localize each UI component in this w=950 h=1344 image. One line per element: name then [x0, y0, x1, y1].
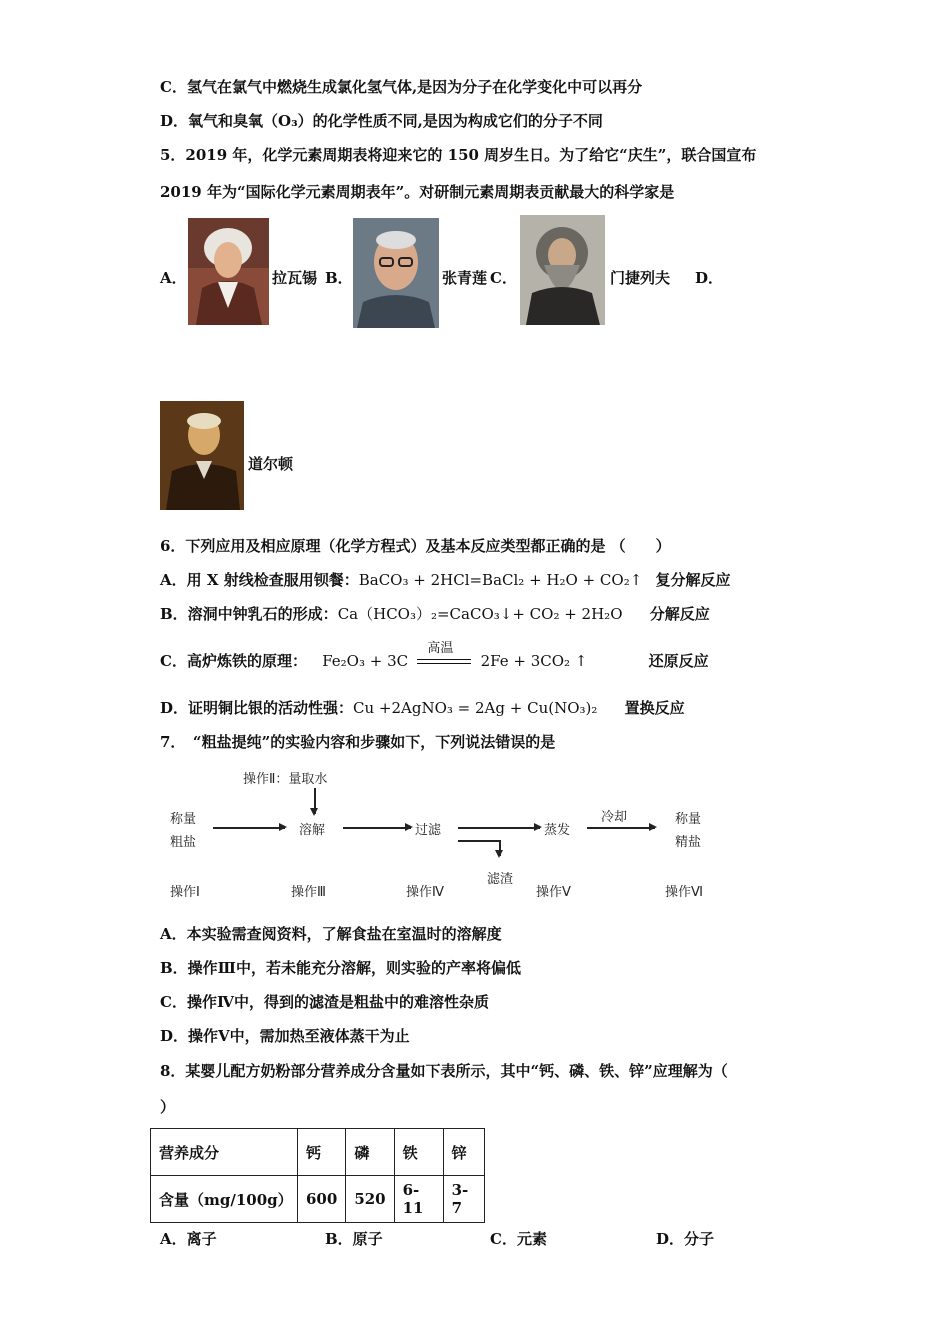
- table-cell: 600: [298, 1176, 346, 1223]
- flow-weigh-crude-2: 粗盐: [170, 835, 197, 850]
- q6-option-a: [160, 569, 731, 591]
- q5-stem-line2: 2019 年为“国际化学元素周期表年”。对研制元素周期表贡献最大的科学家是: [160, 183, 675, 201]
- q6-option-c-type: 还原反应: [648, 652, 709, 670]
- flow-op5: 操作Ⅴ: [536, 885, 571, 900]
- flow-dissolve: 溶解: [299, 823, 326, 838]
- flow-weigh-pure-2: 精盐: [675, 835, 702, 850]
- q7-option-d: D．操作Ⅴ中，需加热至液体蒸干为止: [160, 1027, 410, 1045]
- table-cell: 3-7: [443, 1176, 484, 1223]
- q6-option-c-eq-right: 2Fe + 3CO₂ ↑: [480, 652, 588, 670]
- q4-option-c: C．氢气在氯气中燃烧生成氯化氢气体,是因为分子在化学变化中可以再分: [160, 78, 643, 96]
- q8-stem-line2: ）: [160, 1098, 176, 1116]
- q5-stem-line1: 5．2019 年，化学元素周期表将迎来它的 150 周岁生日。为了给它“庆生”，联合国宣布: [160, 146, 757, 164]
- flow-arrow-3: [458, 827, 540, 829]
- flow-cool: 冷却: [601, 810, 628, 825]
- q6-option-a-type: 复分解反应: [655, 571, 731, 589]
- q6-option-b-equation: Ca（HCO₃）₂=CaCO₃↓+ CO₂ + 2H₂O: [337, 605, 623, 623]
- table-header-cell: 钙: [298, 1129, 346, 1176]
- q6-option-c-eq-left: Fe₂O₃ + 3C: [322, 652, 409, 670]
- q6-option-d-text: D．证明铜比银的活动性强：: [160, 699, 354, 717]
- flow-weigh-pure-1: 称量: [675, 812, 702, 827]
- flow-op2-label: 操作Ⅱ：量取水: [243, 772, 328, 787]
- flow-arrow-water: [314, 788, 316, 814]
- table-cell: 含量（mg/100g）: [151, 1176, 298, 1223]
- q6-option-a-equation: BaCO₃ + 2HCl=BaCl₂ + H₂O + CO₂↑: [358, 571, 643, 589]
- flow-arrow-1: [213, 827, 285, 829]
- q7-stem: 7． “粗盐提纯”的实验内容和步骤如下，下列说法错误的是: [160, 733, 556, 751]
- table-cell: 6-11: [394, 1176, 443, 1223]
- q6-option-c-condition-sign: [417, 641, 471, 672]
- flow-arrow-4: [587, 827, 655, 829]
- q6-option-d-type: 置换反应: [624, 699, 685, 717]
- flow-filter: 过滤: [415, 823, 442, 838]
- q6-option-a-text: A．用 X 射线检查服用钡餐：: [160, 571, 359, 589]
- flow-evaporate: 蒸发: [544, 823, 571, 838]
- table-header-cell: 锌: [443, 1129, 484, 1176]
- q6-option-b-text: B．溶洞中钟乳石的形成：: [160, 605, 338, 623]
- q5-option-c-label: C．: [490, 269, 517, 287]
- q7-option-b: B．操作Ⅲ中，若未能充分溶解，则实验的产率将偏低: [160, 959, 521, 977]
- q8-option-d: D．分子: [656, 1230, 715, 1248]
- q6-option-d: [160, 697, 685, 719]
- q6-option-b: [160, 603, 710, 625]
- portrait-lavoisier: [188, 218, 269, 325]
- q5-option-b-name: 张青莲: [442, 269, 488, 287]
- table-row: [151, 1176, 485, 1223]
- table-cell: 520: [346, 1176, 394, 1223]
- portrait-zhang-qinglian: [353, 218, 439, 328]
- q7-option-c: C．操作Ⅳ中，得到的滤渣是粗盐中的难溶性杂质: [160, 993, 489, 1011]
- table-header-cell: 铁: [394, 1129, 443, 1176]
- flow-arrow-residue: [499, 840, 501, 856]
- flow-branch-line: [458, 840, 500, 842]
- flow-op1: 操作Ⅰ: [170, 885, 200, 900]
- q6-option-c-text: C．高炉炼铁的原理：: [160, 652, 307, 670]
- nutrition-table: [150, 1128, 485, 1223]
- q6-option-d-equation: Cu +2AgNO₃ = 2Ag + Cu(NO₃)₂: [353, 699, 598, 717]
- portrait-dalton: [160, 401, 244, 510]
- q5-option-d-name: 道尔顿: [248, 455, 294, 473]
- table-header-cell: 磷: [346, 1129, 394, 1176]
- flow-residue: 滤渣: [487, 872, 514, 887]
- flow-arrow-2: [343, 827, 411, 829]
- q8-option-c: C．元素: [490, 1230, 547, 1248]
- q6-option-c-condition: 高温: [427, 641, 454, 656]
- flow-weigh-crude-1: 称量: [170, 812, 197, 827]
- flow-op4: 操作Ⅳ: [406, 885, 444, 900]
- q5-option-d-label: D．: [695, 269, 724, 287]
- q6-option-c: [160, 641, 709, 672]
- q4-option-d: D．氧气和臭氧（O₃）的化学性质不同,是因为构成它们的分子不同: [160, 112, 603, 130]
- flow-op3: 操作Ⅲ: [291, 885, 326, 900]
- portrait-mendeleev: [520, 215, 605, 325]
- q6-option-b-type: 分解反应: [649, 605, 710, 623]
- q8-option-b: B．原子: [325, 1230, 383, 1248]
- q8-option-a: A．离子: [160, 1230, 217, 1248]
- q5-option-c-name: 门捷列夫: [610, 269, 671, 287]
- q5-option-a-label: A．: [160, 269, 187, 287]
- q5-option-b-label: B．: [325, 269, 353, 287]
- q5-option-a-name: 拉瓦锡: [272, 269, 318, 287]
- q6-stem: 6．下列应用及相应原理（化学方程式）及基本反应类型都正确的是 （ ）: [160, 537, 671, 555]
- table-row: [151, 1129, 485, 1176]
- table-header-cell: 营养成分: [151, 1129, 298, 1176]
- flow-op6: 操作Ⅵ: [665, 885, 703, 900]
- q8-stem-line1: 8．某婴儿配方奶粉部分营养成分含量如下表所示，其中“钙、磷、铁、锌”应理解为（: [160, 1062, 728, 1080]
- q7-option-a: A．本实验需查阅资料，了解食盐在室温时的溶解度: [160, 925, 502, 943]
